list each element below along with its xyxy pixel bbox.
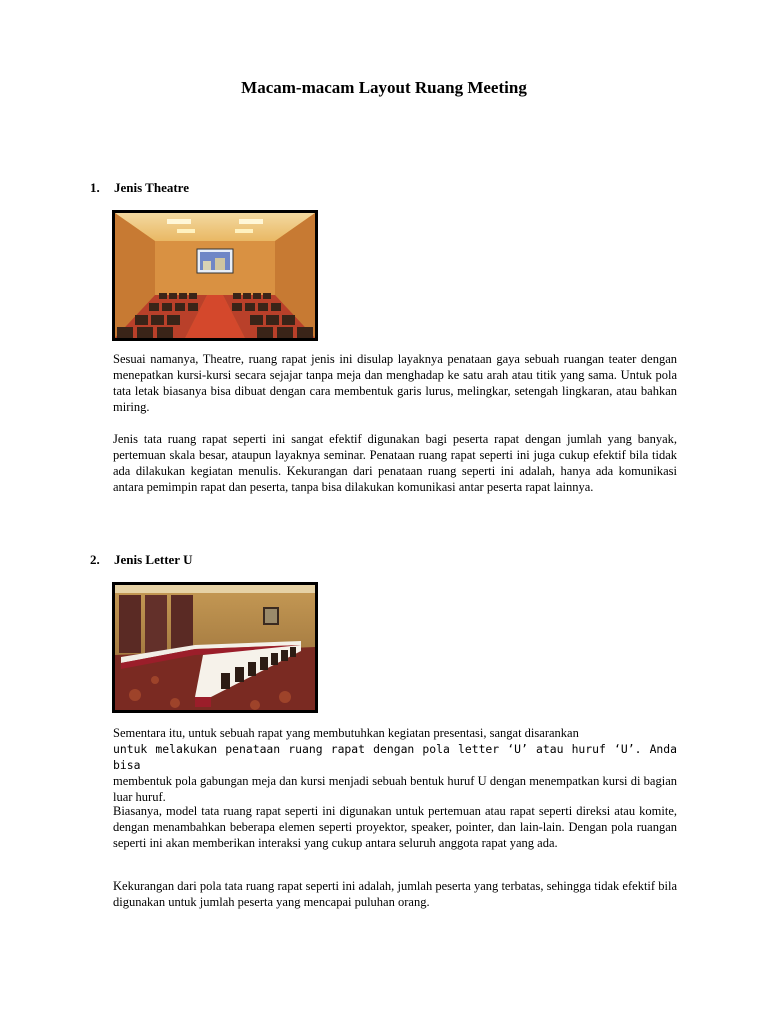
section-heading-text: Jenis Letter U — [114, 552, 193, 567]
section-number: 2. — [90, 552, 100, 567]
letter-u-paragraph-1 — [113, 725, 677, 805]
letter-u-paragraph-2: Biasanya, model tata ruang rapat seperti ini digunakan untuk pertemuan atau rapat seperti direksi atau komite, dengan menambahkan beberapa elemen seperti proyektor, speaker, pointer, dan lain-lain. Dengan pola ruangan seperti ini akan memberikan interaksi yang cukup antara seluruh anggota rapat yang ada. — [113, 804, 677, 850]
section-heading-text: Jenis Theatre — [114, 180, 189, 195]
document-title: Macam-macam Layout Ruang Meeting — [241, 78, 527, 97]
theatre-paragraph-2: Jenis tata ruang rapat seperti ini sangat efektif digunakan bagi peserta rapat dengan jumlah yang banyak, pertemuan skala besar, ataupun layaknya seminar. Penataan ruang rapat seperti ini juga cukup efektif bila tidak ada dilakukan kegiatan menulis. Kekurangan dari penataan ruang seperti ini adalah, hanya ada komunikasi antara pemimpin rapat dan peserta, tanpa bisa dilakukan komunikasi antar peserta rapat lainnya. — [113, 432, 677, 494]
letter-u-room-photo — [112, 582, 318, 713]
letter-u-paragraph-1-line-2: untuk melakukan penataan ruang rapat dengan pola letter ‘U’ atau huruf ‘U’. Anda bisa — [113, 742, 677, 772]
letter-u-paragraph-1-rest: membentuk pola gabungan meja dan kursi menjadi sebuah bentuk huruf U dengan menempatkan kursi di bagian luar huruf. — [113, 774, 677, 804]
letter-u-paragraph-3: Kekurangan dari pola tata ruang rapat seperti ini adalah, jumlah peserta yang terbatas, sehingga tidak efektif bila digunakan untuk jumlah peserta yang mencapai puluhan orang. — [113, 879, 677, 909]
theatre-paragraph-1: Sesuai namanya, Theatre, ruang rapat jenis ini disulap layaknya penataan gaya sebuah ruangan teater dengan menepatkan kursi-kursi secara sejajar tanpa meja dan menghadap ke satu arah atau titik yang sama. Untuk pola tata letak biasanya bisa dibuat dengan cara membentuk garis lurus, melingkar, setengah lingkaran, atau bahkan miring. — [113, 352, 677, 414]
section-heading-letter-u — [90, 552, 192, 568]
letter-u-paragraph-1-line-1: Sementara itu, untuk sebuah rapat yang membutuhkan kegiatan presentasi, sangat disarankan — [113, 726, 579, 740]
section-number: 1. — [90, 180, 100, 195]
theatre-room-photo — [112, 210, 318, 341]
section-heading-theatre — [90, 180, 189, 196]
